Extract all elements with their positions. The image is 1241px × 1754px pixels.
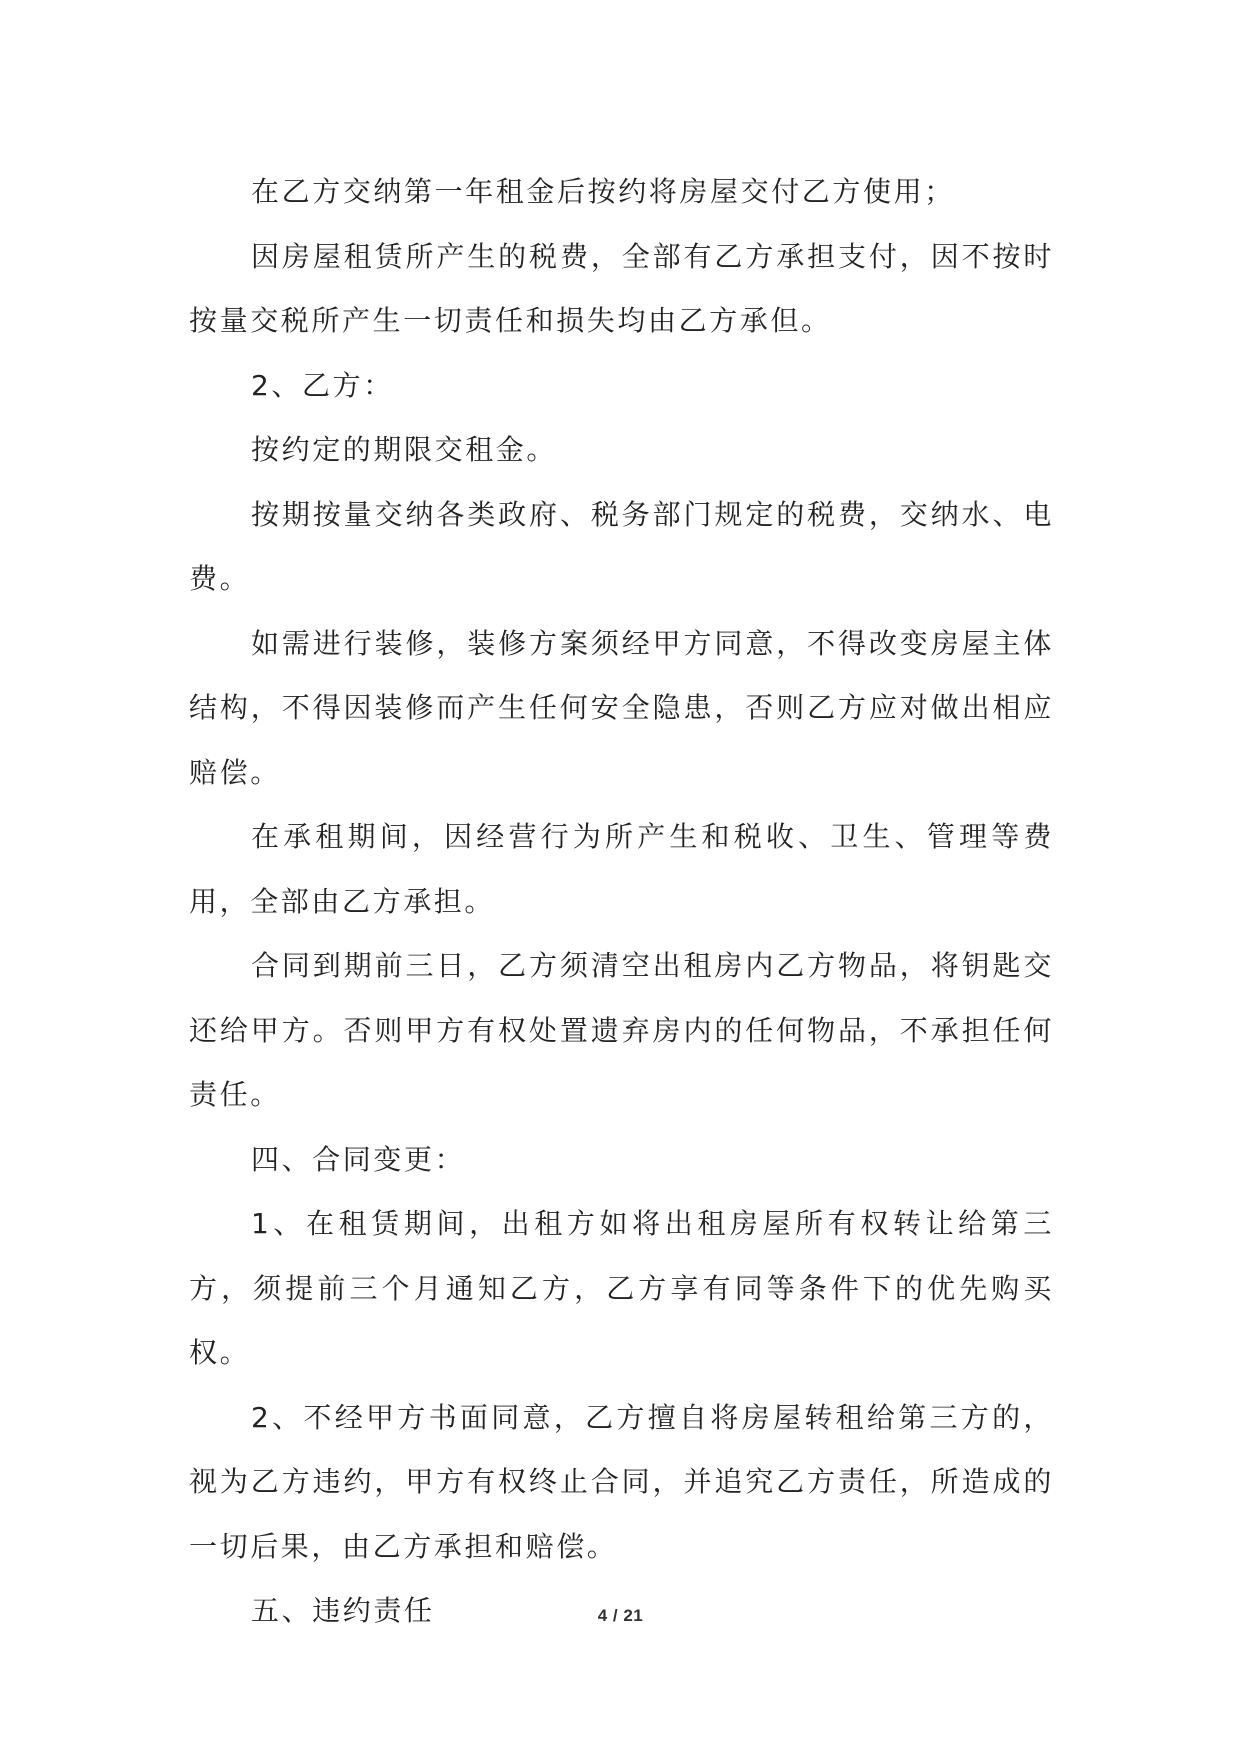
paragraph-rent: 按约定的期限交租金。	[251, 433, 558, 466]
paragraph-operating-costs: 在承租期间，因经营行为所产生和税收、卫生、管理等费用，全部由乙方承担。	[189, 820, 1054, 918]
paragraph-sublease: 2、不经甲方书面同意，乙方擅自将房屋转租给第三方的，视为乙方违约，甲方有权终止合同，并追究乙方责任，所造成的一切后果，由乙方承担和赔偿。	[189, 1400, 1054, 1563]
page-number: 4 / 21	[597, 1606, 644, 1625]
heading-contract-change: 四、合同变更：	[251, 1142, 466, 1176]
paragraph-tax: 因房屋租赁所产生的税费，全部有乙方承担支付，因不按时按量交税所产生一切责任和损失均由乙方承但。	[189, 239, 1054, 337]
paragraph-delivery: 在乙方交纳第一年租金后按约将房屋交付乙方使用；	[251, 175, 955, 208]
paragraph-renovation: 如需进行装修，装修方案须经甲方同意，不得改变房屋主体结构，不得因装修而产生任何安全隐患，否则乙方应对做出相应赔偿。	[189, 626, 1054, 789]
paragraph-contract-expiry: 合同到期前三日，乙方须清空出租房内乙方物品，将钥匙交还给甲方。否则甲方有权处置遗弃房内的任何物品，不承担任何责任。	[189, 949, 1054, 1111]
paragraph-fees: 按期按量交纳各类政府、税务部门规定的税费，交纳水、电费。	[189, 497, 1054, 595]
paragraph-ownership-transfer: 1、在租赁期间，出租方如将出租房屋所有权转让给第三方，须提前三个月通知乙方，乙方享有同等条件下的优先购买权。	[189, 1207, 1054, 1369]
heading-breach-liability: 五、违约责任	[251, 1594, 435, 1627]
document-body	[189, 160, 1054, 1644]
heading-party-b: 2、乙方：	[251, 368, 394, 402]
